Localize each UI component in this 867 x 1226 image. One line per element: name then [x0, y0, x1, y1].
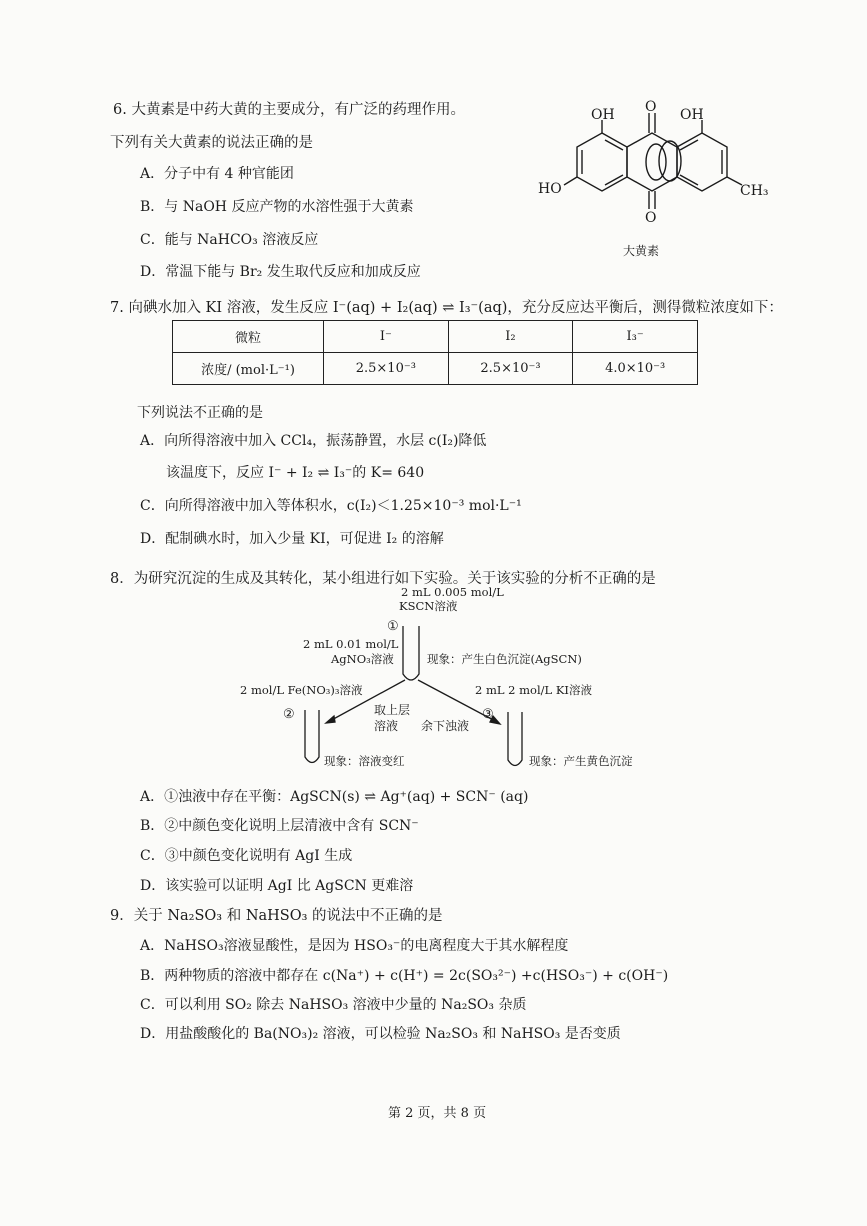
q7-option-d: D．配制碘水时，加入少量 KI，可促进 I₂ 的溶解	[140, 531, 444, 547]
page-footer: 第 2 页，共 8 页	[388, 1106, 487, 1121]
test-tube-1	[403, 626, 419, 680]
step-2-label: ②	[283, 707, 295, 722]
table-header-row	[173, 321, 698, 353]
emodin-structure	[520, 95, 770, 270]
q7-prompt: 下列说法不正确的是	[137, 405, 263, 421]
concentration-table	[172, 320, 698, 385]
table-header-cell: 微粒	[173, 321, 324, 353]
top-reagent-line1: 2 mL 0.005 mol/L	[401, 585, 504, 599]
table-cell: 4.0×10⁻³	[573, 353, 698, 385]
arrow-left-label-1: 取上层	[374, 703, 411, 717]
phenomenon-3: 现象：产生黄色沉淀	[529, 754, 633, 768]
arrow-left-head	[326, 716, 335, 723]
q7-stem: 7. 向碘水加入 KI 溶液，发生反应 I⁻(aq) + I₂(aq) ⇌ I₃⁻(aq)，充分反应达平衡后，测得微粒浓度如下：	[110, 300, 783, 316]
table-header-cell: I₂	[448, 321, 573, 353]
table-header-cell: I⁻	[324, 321, 449, 353]
q8-option-d: D．该实验可以证明 AgI 比 AgSCN 更难溶	[140, 878, 414, 894]
q6-option-b: B．与 NaOH 反应产物的水溶性强于大黄素	[140, 199, 414, 215]
table-row	[173, 353, 698, 385]
q9-option-d: D．用盐酸酸化的 Ba(NO₃)₂ 溶液，可以检验 Na₂SO₃ 和 NaHSO₃ 是否变质	[140, 1026, 621, 1042]
table-header-cell: I₃⁻	[573, 321, 698, 353]
table-row-label: 浓度/ (mol·L⁻¹)	[173, 353, 324, 385]
q8-option-b: B．②中颜色变化说明上层清液中含有 SCN⁻	[140, 818, 419, 834]
agno3-line1: 2 mL 0.01 mol/L	[303, 637, 399, 651]
q6-stem-line2: 下列有关大黄素的说法正确的是	[110, 135, 313, 151]
q7-option-c: C．向所得溶液中加入等体积水，c(I₂)＜1.25×10⁻³ mol·L⁻¹	[140, 498, 522, 514]
ring-bonds	[564, 113, 742, 209]
q7-option-b: 该温度下，反应 I⁻ + I₂ ⇌ I₃⁻的 K= 640	[166, 465, 425, 481]
q9-stem: 9．关于 Na₂SO₃ 和 NaHSO₃ 的说法中不正确的是	[110, 908, 443, 924]
test-tube-2	[305, 710, 319, 763]
q8-option-a: A．①浊液中存在平衡：AgSCN(s) ⇌ Ag⁺(aq) + SCN⁻ (aq)	[140, 789, 529, 805]
q6-option-c: C．能与 NaHCO₃ 溶液反应	[140, 232, 319, 248]
phenomenon-2: 现象：溶液变红	[324, 754, 405, 768]
oh-top-left-label: OH	[591, 107, 615, 123]
oh-top-right-label: OH	[680, 107, 704, 123]
q9-option-b: B．两种物质的溶液中都存在 c(Na⁺) + c(H⁺) = 2c(SO₃²⁻) +c(HSO₃⁻) + c(OH⁻)	[140, 968, 669, 984]
experiment-diagram	[225, 582, 665, 782]
table-cell: 2.5×10⁻³	[448, 353, 573, 385]
agno3-line2: AgNO₃溶液	[331, 652, 394, 666]
phenomenon-1: 现象：产生白色沉淀(AgSCN)	[427, 652, 582, 666]
carbonyl-bottom-label: O	[645, 210, 657, 226]
arrow-left-label-2: 溶液	[374, 719, 399, 733]
structure-caption: 大黄素	[623, 244, 660, 258]
test-tube-3	[508, 712, 522, 766]
q6-option-a: A．分子中有 4 种官能团	[140, 166, 294, 182]
q9-option-a: A．NaHSO₃溶液显酸性，是因为 HSO₃⁻的电离程度大于其水解程度	[140, 938, 569, 954]
q8-stem: 8．为研究沉淀的生成及其转化，某小组进行如下实验。关于该实验的分析不正确的是	[110, 571, 656, 587]
carbonyl-top-label: O	[645, 99, 657, 115]
step-1-label: ①	[387, 619, 399, 634]
q6-stem-line1: 6. 大黄素是中药大黄的主要成分，有广泛的药理作用。	[113, 102, 465, 118]
left-reagent: 2 mol/L Fe(NO₃)₃溶液	[240, 683, 363, 697]
right-reagent: 2 mL 2 mol/L KI溶液	[475, 683, 592, 697]
table-cell: 2.5×10⁻³	[324, 353, 449, 385]
q8-option-c: C．③中颜色变化说明有 AgI 生成	[140, 848, 353, 864]
q6-option-d: D．常温下能与 Br₂ 发生取代反应和加成反应	[140, 264, 421, 280]
q9-option-c: C．可以利用 SO₂ 除去 NaHSO₃ 溶液中少量的 Na₂SO₃ 杂质	[140, 997, 527, 1013]
arrow-right-label: 余下浊液	[421, 719, 470, 733]
top-reagent-line2: KSCN溶液	[399, 599, 458, 613]
ho-left-label: HO	[538, 181, 562, 197]
ch3-label: CH₃	[740, 183, 769, 199]
step-3-label: ③	[482, 707, 494, 722]
q7-option-a: A．向所得溶液中加入 CCl₄，振荡静置，水层 c(I₂)降低	[140, 433, 487, 449]
